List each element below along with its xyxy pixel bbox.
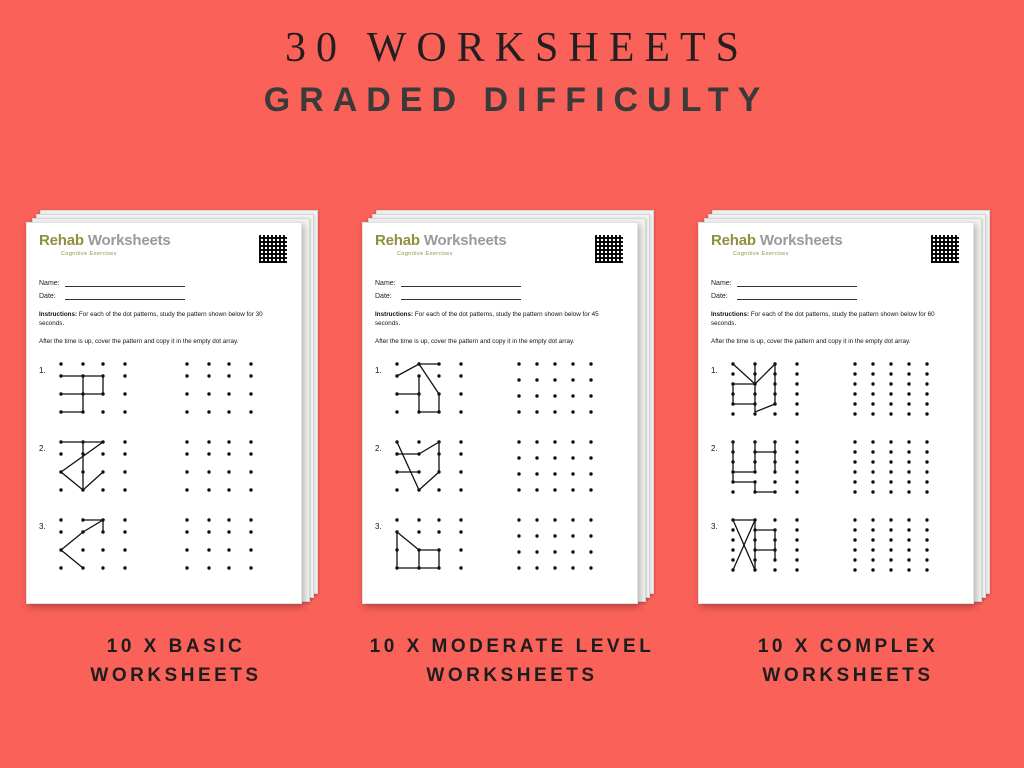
instructions bbox=[711, 310, 961, 328]
exercise-list bbox=[375, 356, 625, 590]
exercise-number: 1. bbox=[711, 366, 718, 376]
pattern-grid bbox=[389, 512, 499, 582]
empty-dot-array bbox=[851, 512, 961, 582]
exercise-number: 2. bbox=[711, 444, 718, 454]
exercise-number: 2. bbox=[375, 444, 382, 454]
brand-secondary: Worksheets bbox=[423, 232, 507, 249]
brand-block bbox=[39, 233, 171, 257]
worksheet-columns bbox=[0, 210, 1024, 691]
exercise-list bbox=[711, 356, 961, 590]
exercise-number: 3. bbox=[39, 522, 46, 532]
worksheet-page-complex[interactable] bbox=[698, 222, 974, 604]
empty-dot-array bbox=[515, 434, 625, 504]
column-complex bbox=[690, 210, 1006, 691]
form-fields bbox=[711, 279, 961, 300]
date-label: Date: bbox=[375, 293, 392, 300]
pattern-grid bbox=[725, 512, 835, 582]
qr-code-icon[interactable] bbox=[929, 233, 961, 265]
column-basic bbox=[18, 210, 334, 691]
empty-dot-array bbox=[515, 512, 625, 582]
date-field-row bbox=[375, 292, 625, 300]
exercise-item bbox=[711, 512, 961, 590]
sub-brand: Cognitive Exercises bbox=[397, 251, 453, 257]
pattern-grid bbox=[53, 512, 163, 582]
sub-brand: Cognitive Exercises bbox=[61, 251, 117, 257]
name-field-row bbox=[375, 279, 625, 287]
date-label: Date: bbox=[39, 293, 56, 300]
worksheet-stack-moderate[interactable] bbox=[362, 210, 662, 610]
caption-line-1: 10 X BASIC bbox=[106, 636, 246, 657]
caption-line-2: WORKSHEETS bbox=[762, 665, 934, 687]
exercise-number: 1. bbox=[39, 366, 46, 376]
pattern-grid bbox=[389, 356, 499, 426]
pattern-grid bbox=[53, 356, 163, 426]
brand-secondary: Worksheets bbox=[87, 232, 171, 249]
form-fields bbox=[39, 279, 289, 300]
headline bbox=[0, 0, 1024, 124]
caption-line-2: WORKSHEETS bbox=[426, 665, 598, 687]
exercise-list bbox=[39, 356, 289, 590]
pattern-grid bbox=[53, 434, 163, 504]
empty-dot-array bbox=[851, 356, 961, 426]
exercise-number: 2. bbox=[39, 444, 46, 454]
name-input[interactable] bbox=[401, 279, 521, 287]
form-fields bbox=[375, 279, 625, 300]
sheet-header bbox=[39, 233, 289, 265]
name-field-row bbox=[39, 279, 289, 287]
brand-primary: Rehab bbox=[39, 232, 84, 249]
brand-block bbox=[711, 233, 843, 257]
headline-line-1: 30 WORKSHEETS bbox=[284, 25, 750, 71]
date-input[interactable] bbox=[401, 292, 521, 300]
caption-moderate bbox=[370, 632, 655, 691]
exercise-item bbox=[711, 356, 961, 434]
date-field-row bbox=[39, 292, 289, 300]
worksheet-page-basic[interactable] bbox=[26, 222, 302, 604]
pattern-grid bbox=[725, 356, 835, 426]
brand-primary: Rehab bbox=[375, 232, 420, 249]
sub-brand: Cognitive Exercises bbox=[733, 251, 789, 257]
exercise-item bbox=[711, 434, 961, 512]
instructions-second-line: After the time is up, cover the pattern and copy it in the empty dot array. bbox=[375, 338, 575, 346]
qr-code-icon[interactable] bbox=[257, 233, 289, 265]
date-input[interactable] bbox=[737, 292, 857, 300]
name-input[interactable] bbox=[737, 279, 857, 287]
empty-dot-array bbox=[179, 434, 289, 504]
instructions-label: Instructions: bbox=[711, 311, 750, 318]
empty-dot-array bbox=[179, 512, 289, 582]
name-input[interactable] bbox=[65, 279, 185, 287]
qr-code-icon[interactable] bbox=[593, 233, 625, 265]
brand-title bbox=[39, 233, 171, 248]
instructions bbox=[375, 310, 625, 328]
instructions-text: For each of the dot patterns, study the pattern shown below for 60 seconds. bbox=[711, 311, 935, 328]
worksheet-page-moderate[interactable] bbox=[362, 222, 638, 604]
worksheet-stack-basic[interactable] bbox=[26, 210, 326, 610]
caption-line-2: WORKSHEETS bbox=[90, 665, 262, 687]
brand-primary: Rehab bbox=[711, 232, 756, 249]
instructions-second-line: After the time is up, cover the pattern and copy it in the empty dot array. bbox=[711, 338, 911, 346]
date-field-row bbox=[711, 292, 961, 300]
instructions-text: For each of the dot patterns, study the pattern shown below for 30 seconds. bbox=[39, 311, 263, 328]
exercise-item bbox=[39, 434, 289, 512]
worksheet-stack-complex[interactable] bbox=[698, 210, 998, 610]
instructions-label: Instructions: bbox=[39, 311, 78, 318]
exercise-number: 3. bbox=[711, 522, 718, 532]
caption-line-1: 10 X MODERATE LEVEL bbox=[369, 636, 655, 657]
exercise-item bbox=[375, 512, 625, 590]
brand-title bbox=[711, 233, 843, 248]
exercise-number: 1. bbox=[375, 366, 382, 376]
sheet-header bbox=[375, 233, 625, 265]
brand-secondary: Worksheets bbox=[759, 232, 843, 249]
column-moderate bbox=[354, 210, 670, 691]
date-label: Date: bbox=[711, 293, 728, 300]
exercise-item bbox=[375, 356, 625, 434]
instructions-text: For each of the dot patterns, study the pattern shown below for 45 seconds. bbox=[375, 311, 599, 328]
instructions-second-line: After the time is up, cover the pattern and copy it in the empty dot array. bbox=[39, 338, 239, 346]
caption-line-1: 10 X COMPLEX bbox=[757, 636, 939, 657]
exercise-item bbox=[39, 356, 289, 434]
sheet-header bbox=[711, 233, 961, 265]
name-field-row bbox=[711, 279, 961, 287]
headline-line-2: GRADED DIFFICULTY bbox=[263, 81, 770, 120]
name-label: Name: bbox=[711, 280, 732, 287]
pattern-grid bbox=[389, 434, 499, 504]
brand-title bbox=[375, 233, 507, 248]
instructions-label: Instructions: bbox=[375, 311, 414, 318]
empty-dot-array bbox=[179, 356, 289, 426]
instructions bbox=[39, 310, 289, 328]
name-label: Name: bbox=[39, 280, 60, 287]
exercise-item bbox=[39, 512, 289, 590]
name-label: Name: bbox=[375, 280, 396, 287]
brand-block bbox=[375, 233, 507, 257]
exercise-item bbox=[375, 434, 625, 512]
caption-basic bbox=[90, 632, 261, 691]
date-input[interactable] bbox=[65, 292, 185, 300]
caption-complex bbox=[758, 632, 938, 691]
pattern-grid bbox=[725, 434, 835, 504]
empty-dot-array bbox=[851, 434, 961, 504]
exercise-number: 3. bbox=[375, 522, 382, 532]
empty-dot-array bbox=[515, 356, 625, 426]
